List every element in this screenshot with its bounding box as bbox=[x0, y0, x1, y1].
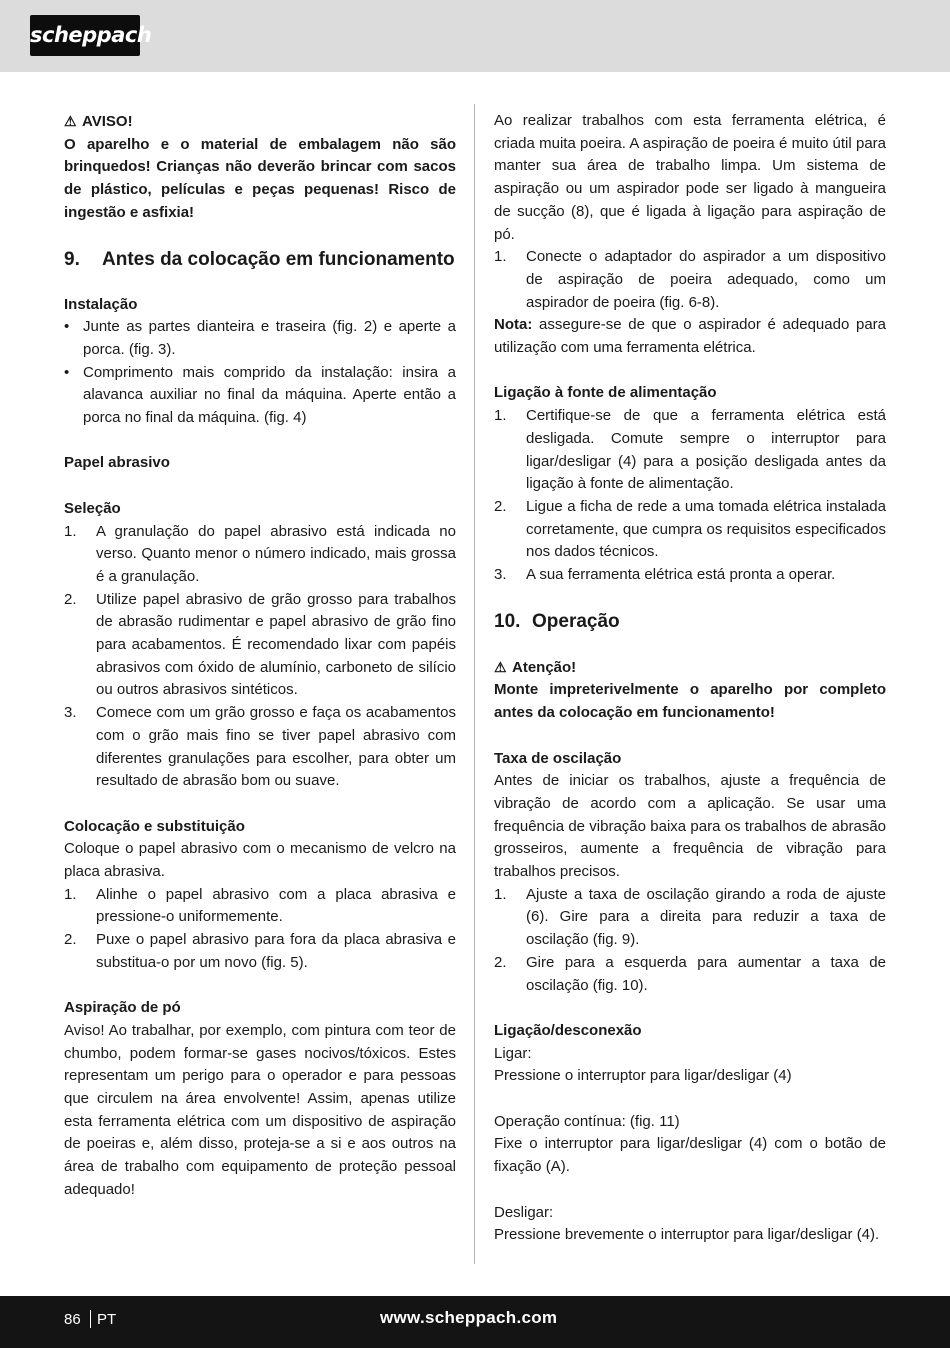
taxa-heading: Taxa de oscilação bbox=[494, 749, 622, 767]
section-10-title: 10. Operação bbox=[494, 610, 620, 632]
colocacao-list bbox=[64, 884, 456, 975]
colocacao-intro: Coloque o papel abrasivo com o mecanismo de velcro na placa abrasiva. bbox=[64, 840, 456, 881]
colocacao-heading: Colocação e substituição bbox=[64, 817, 245, 835]
page-footer bbox=[0, 1296, 950, 1348]
scheppach-logo: scheppach bbox=[30, 15, 140, 56]
section-9-title: 9. Antes da colocação em funcionamento bbox=[64, 248, 455, 270]
column-divider bbox=[474, 104, 475, 1264]
ligacao-list bbox=[494, 405, 886, 587]
atencao-text: Monte impreterivelmente o aparelho por completo antes da colocação em funcionamento! bbox=[494, 681, 886, 722]
selecao-list bbox=[64, 521, 456, 793]
footer-separator bbox=[90, 1310, 91, 1328]
list-item: 2. Puxe o papel abrasivo para fora da placa abrasiva e substitua-o por um novo (fig. 5). bbox=[64, 931, 456, 971]
language-code: PT bbox=[97, 1311, 117, 1328]
instalacao-heading: Instalação bbox=[64, 295, 138, 313]
warning-triangle-icon: ⚠ bbox=[64, 113, 77, 129]
ligdesc-heading: Ligação/desconexão bbox=[494, 1021, 642, 1039]
papel-abrasivo-heading: Papel abrasivo bbox=[64, 454, 170, 472]
desligar-text: Pressione brevemente o interruptor para ligar/desligar (4). bbox=[494, 1226, 880, 1244]
list-item: • Junte as partes dianteira e traseira (fig. 2) e aperte a porca. (fig. 3). bbox=[64, 318, 456, 358]
aspiracao-heading: Aspiração de pó bbox=[64, 999, 181, 1017]
list-item: 2. Ligue a ficha de rede a uma tomada elétrica instalada corretamente, que cumpra os requisitos especificados nos dados técnicos. bbox=[494, 497, 886, 561]
ligar-text: Pressione o interruptor para ligar/desligar (4) bbox=[494, 1067, 792, 1085]
ligar-label: Ligar: bbox=[494, 1044, 532, 1062]
taxa-list bbox=[494, 884, 886, 998]
list-item: 1. A granulação do papel abrasivo está indicada no verso. Quanto menor o número indicado, mais grossa é a granulação. bbox=[64, 522, 456, 585]
instalacao-list bbox=[64, 316, 456, 430]
warning-text: O aparelho e o material de embalagem não são brinquedos! Crianças não deverão brincar com sacos de plástico, películas e peças pequenas! Risco de ingestão e asfixia! bbox=[64, 135, 456, 221]
selecao-heading: Seleção bbox=[64, 499, 121, 517]
aspiracao-list bbox=[494, 246, 886, 314]
continua-text: Fixe o interruptor para ligar/desligar (4) com o botão de fixação (A). bbox=[494, 1135, 886, 1176]
taxa-text: Antes de iniciar os trabalhos, ajuste a frequência de vibração de acordo com a aplicação. Se usar uma frequência de vibração baixa para os trabalhos de abrasão grosseiros, aumente a frequência de vibração para trabalhos precisos. bbox=[494, 772, 886, 881]
list-item: 1. Alinhe o papel abrasivo com a placa abrasiva e pressione-o uniformemente. bbox=[64, 885, 456, 926]
ligacao-heading: Ligação à fonte de alimentação bbox=[494, 384, 717, 402]
warning-triangle-icon: ⚠ bbox=[494, 658, 507, 675]
list-item: 2. Utilize papel abrasivo de grão grosso para trabalhos de abrasão rudimentar e papel abrasivo de grão fino para acabamentos. É recomendado lixar com papéis abrasivos com óxido de alumínio, carboneto de silício ou outros abrasivos sintéticos. bbox=[64, 590, 456, 699]
list-item: 3. A sua ferramenta elétrica está pronta a operar. bbox=[494, 566, 836, 584]
page-number: 86 bbox=[64, 1311, 81, 1328]
desligar-label: Desligar: bbox=[494, 1203, 554, 1221]
aspiracao-intro: Ao realizar trabalhos com esta ferramenta elétrica, é criada muita poeira. A aspiração de poeira é muito útil para manter sua área de trabalho limpa. Um sistema de aspiração ou um aspirador pode ser ligado à mangueira de sucção (8), que é ligada à ligação para aspiração de pó. bbox=[494, 112, 886, 243]
warning-title: ⚠ AVISO! bbox=[64, 110, 456, 134]
list-item: • Comprimento mais comprido da instalação: insira a alavanca auxiliar no final da máquina. Aperte então a porca no final da máquina. (fig. 4) bbox=[64, 363, 456, 427]
nota-paragraph: Nota: assegure-se de que o aspirador é adequado para utilização com uma ferramenta elétrica. bbox=[494, 316, 886, 357]
list-item: 1. Ajuste a taxa de oscilação girando a roda de ajuste (6). Gire para a direita para reduzir a taxa de oscilação (fig. 9). bbox=[494, 885, 886, 949]
list-item: 3. Comece com um grão grosso e faça os acabamentos com o grão mais fino se tiver papel abrasivo com diferentes granulações para escolher, para obter um resultado de abrasão bom ou suave. bbox=[64, 704, 456, 790]
list-item: 1. Conecte o adaptador do aspirador a um dispositivo de aspiração de poeira adequado, como um aspirador de poeira (fig. 6-8). bbox=[494, 248, 886, 311]
right-column bbox=[494, 110, 886, 1247]
list-item: 1. Certifique-se de que a ferramenta elétrica está desligada. Comute sempre o interruptor para ligar/desligar (4) para a posição desligada antes da ligação à fonte de alimentação. bbox=[494, 407, 886, 493]
list-item: 2. Gire para a esquerda para aumentar a taxa de oscilação (fig. 10). bbox=[494, 953, 886, 994]
website-url: www.scheppach.com bbox=[380, 1308, 558, 1327]
aspiracao-text: Aviso! Ao trabalhar, por exemplo, com pintura com teor de chumbo, podem formar-se gases nocivos/tóxicos. Estes representam um perigo para o operador e para pessoas que circulem na área envolvente! Assim, apenas utilize esta ferramenta elétrica com um dispositivo de aspiração de poeiras e, além disso, proteja-se a si e aos outros na área de trabalho com equipamento de proteção pessoal adequado! bbox=[64, 1021, 456, 1198]
page-header bbox=[0, 0, 950, 72]
continua-label: Operação contínua: (fig. 11) bbox=[494, 1112, 680, 1130]
atencao-title: ⚠ Atenção! bbox=[494, 656, 886, 680]
left-column bbox=[64, 110, 456, 1202]
